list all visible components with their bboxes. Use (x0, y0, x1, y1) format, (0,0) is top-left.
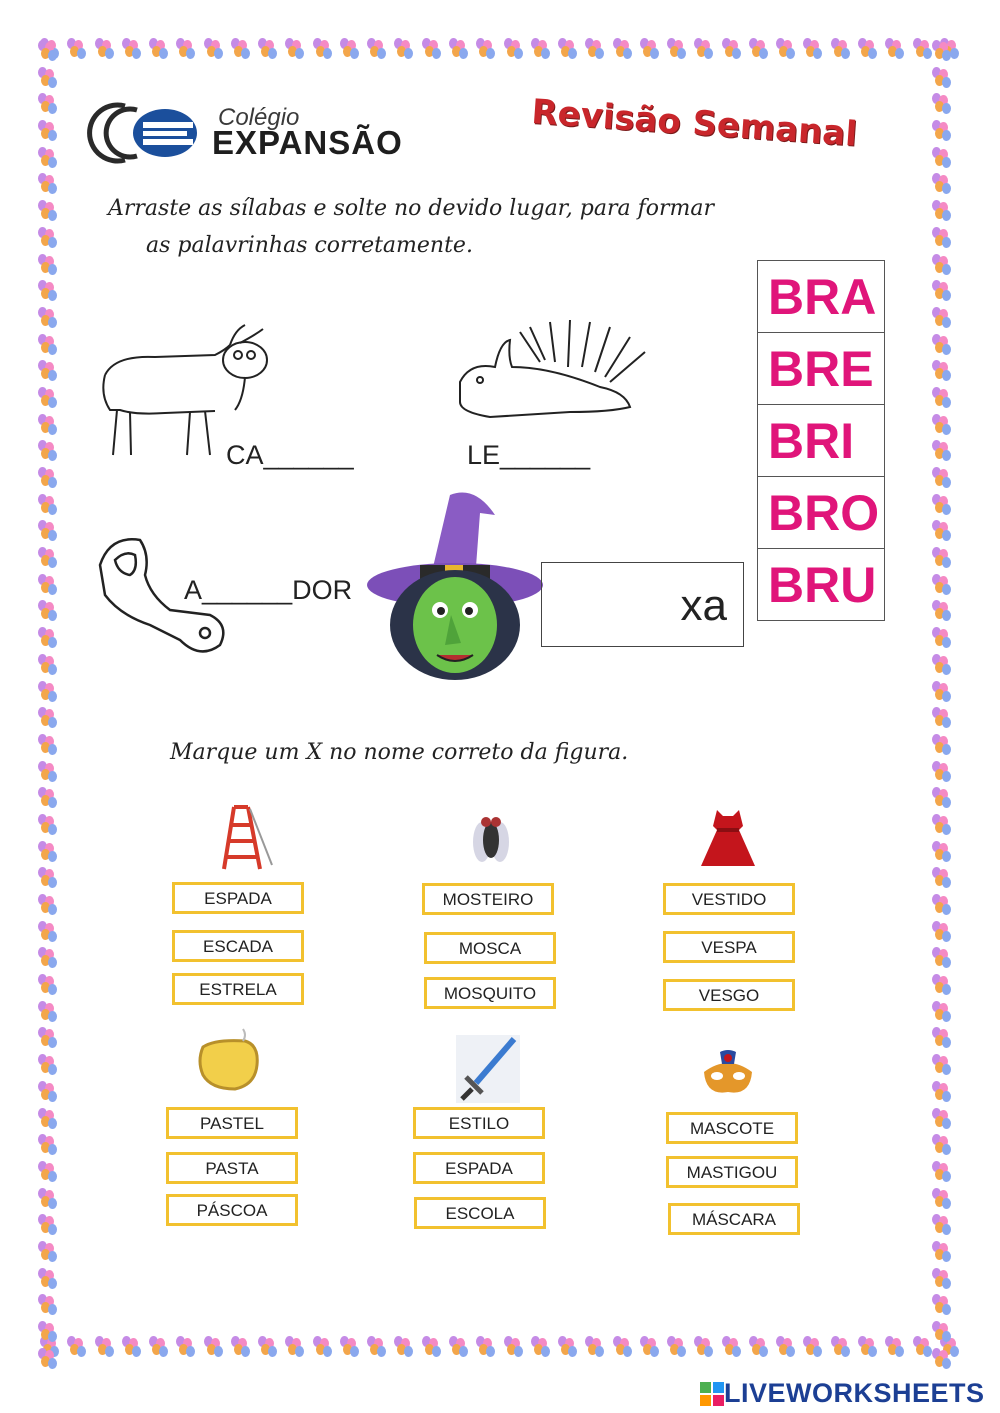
balloon-icon (531, 1336, 551, 1358)
balloon-icon (585, 1336, 605, 1358)
balloon-icon (932, 894, 952, 916)
syllable-tile[interactable]: BRO (757, 476, 885, 549)
balloon-icon (449, 38, 469, 60)
balloon-icon (932, 120, 952, 142)
balloon-icon (932, 654, 952, 676)
dress-icon (697, 806, 759, 870)
liveworksheets-icon (700, 1382, 724, 1406)
option-button[interactable]: PASTEL (166, 1107, 298, 1139)
balloon-icon (932, 254, 952, 276)
fly-icon (470, 812, 512, 867)
balloon-icon (38, 894, 58, 916)
balloon-icon (204, 1336, 224, 1358)
syllable-tile[interactable]: BRE (757, 332, 885, 405)
balloon-icon (258, 1336, 278, 1358)
option-button[interactable]: MASTIGOU (666, 1156, 798, 1188)
balloon-icon (831, 38, 851, 60)
balloon-border-left (38, 40, 68, 1370)
balloon-icon (932, 1027, 952, 1049)
option-button[interactable]: MASCOTE (666, 1112, 798, 1144)
option-button[interactable]: MOSCA (424, 932, 556, 964)
balloon-icon (38, 1108, 58, 1130)
balloon-icon (932, 681, 952, 703)
opener-word: A______DOR (184, 575, 353, 605)
balloon-icon (38, 1268, 58, 1290)
balloon-icon (285, 1336, 305, 1358)
mask-icon (700, 1048, 756, 1103)
syllable-bank (757, 261, 885, 621)
balloon-icon (558, 1336, 578, 1358)
balloon-icon (38, 1294, 58, 1316)
balloon-icon (932, 440, 952, 462)
balloon-icon (932, 734, 952, 756)
balloon-icon (313, 1336, 333, 1358)
balloon-icon (449, 1336, 469, 1358)
option-button[interactable]: ESPADA (172, 882, 304, 914)
balloon-icon (932, 761, 952, 783)
balloon-icon (803, 38, 823, 60)
balloon-icon (38, 467, 58, 489)
balloon-icon (38, 520, 58, 542)
balloon-icon (149, 38, 169, 60)
balloon-icon (932, 600, 952, 622)
balloon-icon (38, 173, 58, 195)
balloon-icon (558, 38, 578, 60)
balloon-icon (932, 547, 952, 569)
option-button[interactable]: ESPADA (413, 1152, 545, 1184)
balloon-icon (932, 1001, 952, 1023)
balloon-icon (749, 38, 769, 60)
balloon-icon (585, 38, 605, 60)
balloon-icon (204, 38, 224, 60)
balloon-icon (38, 440, 58, 462)
balloon-icon (932, 334, 952, 356)
option-button[interactable]: VESPA (663, 931, 795, 963)
option-button[interactable]: MÁSCARA (668, 1203, 800, 1235)
balloon-icon (476, 1336, 496, 1358)
option-button[interactable]: ESCOLA (414, 1197, 546, 1229)
balloon-border-right (932, 40, 962, 1370)
balloon-icon (932, 147, 952, 169)
balloon-icon (932, 1054, 952, 1076)
balloon-icon (38, 681, 58, 703)
drag-instruction-line2: as palavrinhas corretamente. (146, 233, 473, 258)
balloon-icon (38, 814, 58, 836)
option-button[interactable]: MOSTEIRO (422, 883, 554, 915)
balloon-icon (932, 93, 952, 115)
balloon-icon (776, 38, 796, 60)
balloon-icon (776, 1336, 796, 1358)
balloon-icon (38, 307, 58, 329)
option-button[interactable]: ESTILO (413, 1107, 545, 1139)
balloon-icon (367, 38, 387, 60)
balloon-icon (932, 574, 952, 596)
balloon-icon (694, 1336, 714, 1358)
goat-word: CA______ (226, 440, 354, 470)
syllable-tile[interactable]: BRU (757, 548, 885, 621)
balloon-icon (38, 787, 58, 809)
liveworksheets-wordmark: LIVEWORKSHEETS (724, 1378, 985, 1408)
balloon-icon (285, 38, 305, 60)
balloon-icon (176, 1336, 196, 1358)
balloon-icon (38, 40, 58, 62)
balloon-icon (504, 38, 524, 60)
option-button[interactable]: PASTA (166, 1152, 298, 1184)
balloon-icon (38, 841, 58, 863)
balloon-icon (858, 1336, 878, 1358)
balloon-icon (38, 974, 58, 996)
balloon-icon (932, 40, 952, 62)
balloon-icon (932, 307, 952, 329)
balloon-icon (932, 280, 952, 302)
balloon-icon (749, 1336, 769, 1358)
balloon-icon (932, 200, 952, 222)
balloon-icon (932, 921, 952, 943)
balloon-icon (38, 761, 58, 783)
balloon-icon (38, 654, 58, 676)
balloon-icon (932, 627, 952, 649)
ladder-icon (220, 803, 276, 871)
balloon-icon (913, 1336, 933, 1358)
balloon-icon (476, 38, 496, 60)
balloon-icon (667, 38, 687, 60)
balloon-icon (932, 1294, 952, 1316)
balloon-icon (932, 467, 952, 489)
balloon-icon (122, 38, 142, 60)
option-button[interactable]: ESTRELA (172, 973, 304, 1005)
balloon-icon (38, 120, 58, 142)
balloon-icon (38, 1214, 58, 1236)
balloon-icon (176, 38, 196, 60)
balloon-icon (38, 360, 58, 382)
balloon-icon (932, 1188, 952, 1210)
balloon-icon (38, 93, 58, 115)
balloon-icon (932, 1161, 952, 1183)
balloon-icon (932, 520, 952, 542)
rabbit-word: LE______ (467, 440, 591, 470)
balloon-icon (38, 200, 58, 222)
option-button[interactable]: MOSQUITO (424, 977, 556, 1009)
balloon-border-bottom (40, 1336, 960, 1366)
balloon-icon (932, 360, 952, 382)
balloon-border-top (40, 38, 960, 68)
syllable-tile[interactable]: BRI (757, 404, 885, 477)
balloon-icon (932, 494, 952, 516)
balloon-icon (38, 1348, 58, 1370)
balloon-icon (149, 1336, 169, 1358)
balloon-icon (913, 38, 933, 60)
option-button[interactable]: VESGO (663, 979, 795, 1011)
balloon-icon (38, 494, 58, 516)
balloon-icon (613, 1336, 633, 1358)
balloon-icon (38, 1001, 58, 1023)
balloon-icon (38, 600, 58, 622)
balloon-icon (932, 1268, 952, 1290)
balloon-icon (38, 734, 58, 756)
balloon-icon (38, 867, 58, 889)
balloon-icon (422, 1336, 442, 1358)
balloon-icon (932, 1241, 952, 1263)
witch-word-box[interactable] (541, 562, 744, 647)
balloon-icon (422, 38, 442, 60)
balloon-icon (932, 867, 952, 889)
balloon-icon (932, 707, 952, 729)
balloon-icon (258, 38, 278, 60)
logo-big-text: EXPANSÃO (212, 124, 403, 161)
balloon-icon (858, 38, 878, 60)
balloon-icon (803, 1336, 823, 1358)
balloon-icon (38, 627, 58, 649)
balloon-icon (38, 1161, 58, 1183)
balloon-icon (95, 38, 115, 60)
balloon-icon (932, 173, 952, 195)
balloon-icon (932, 841, 952, 863)
balloon-icon (932, 974, 952, 996)
balloon-icon (667, 1336, 687, 1358)
balloon-icon (38, 707, 58, 729)
mark-instruction: Marque um X no nome correto da figura. (170, 740, 629, 765)
balloon-icon (885, 38, 905, 60)
balloon-icon (932, 1214, 952, 1236)
balloon-icon (38, 574, 58, 596)
balloon-icon (932, 67, 952, 89)
balloon-icon (932, 1321, 952, 1343)
balloon-icon (831, 1336, 851, 1358)
balloon-icon (38, 254, 58, 276)
balloon-icon (932, 1108, 952, 1130)
balloon-icon (38, 280, 58, 302)
balloon-icon (38, 1188, 58, 1210)
option-button[interactable]: ESCADA (172, 930, 304, 962)
balloon-icon (122, 1336, 142, 1358)
balloon-icon (67, 1336, 87, 1358)
balloon-icon (694, 38, 714, 60)
balloon-icon (932, 387, 952, 409)
balloon-icon (67, 38, 87, 60)
balloon-icon (932, 227, 952, 249)
drag-instruction-line1: Arraste as sílabas e solte no devido lugar, para formar (108, 196, 714, 221)
balloon-icon (231, 1336, 251, 1358)
balloon-icon (932, 1348, 952, 1370)
balloon-icon (722, 1336, 742, 1358)
balloon-icon (38, 547, 58, 569)
balloon-icon (38, 334, 58, 356)
balloon-icon (932, 947, 952, 969)
sword-icon (456, 1035, 520, 1103)
balloon-icon (394, 38, 414, 60)
balloon-icon (38, 67, 58, 89)
balloon-icon (38, 1321, 58, 1343)
balloon-icon (932, 1134, 952, 1156)
syllable-tile[interactable]: BRA (757, 260, 885, 333)
balloon-icon (932, 814, 952, 836)
balloon-icon (504, 1336, 524, 1358)
balloon-icon (38, 147, 58, 169)
pastry-icon (195, 1025, 265, 1095)
balloon-icon (932, 414, 952, 436)
balloon-icon (38, 414, 58, 436)
balloon-icon (394, 1336, 414, 1358)
balloon-icon (932, 787, 952, 809)
balloon-icon (613, 38, 633, 60)
balloon-icon (367, 1336, 387, 1358)
balloon-icon (38, 227, 58, 249)
balloon-icon (95, 1336, 115, 1358)
balloon-icon (340, 1336, 360, 1358)
balloon-icon (313, 38, 333, 60)
balloon-icon (38, 1081, 58, 1103)
balloon-icon (722, 38, 742, 60)
balloon-icon (38, 947, 58, 969)
balloon-icon (932, 1081, 952, 1103)
witch-picture (365, 485, 545, 680)
balloon-icon (38, 1027, 58, 1049)
page-title: Revisão Semanal (530, 92, 859, 155)
balloon-icon (38, 1054, 58, 1076)
witch-word-suffix: xa (680, 581, 727, 630)
balloon-icon (38, 1134, 58, 1156)
balloon-icon (531, 38, 551, 60)
balloon-icon (38, 387, 58, 409)
balloon-icon (231, 38, 251, 60)
balloon-icon (885, 1336, 905, 1358)
balloon-icon (38, 1241, 58, 1263)
balloon-icon (340, 38, 360, 60)
balloon-icon (640, 38, 660, 60)
logo-small-text: Colégio (218, 104, 300, 131)
option-button[interactable]: PÁSCOA (166, 1194, 298, 1226)
rabbit-drawing (450, 312, 665, 432)
option-button[interactable]: VESTIDO (663, 883, 795, 915)
balloon-icon (640, 1336, 660, 1358)
balloon-icon (38, 921, 58, 943)
liveworksheets-logo (700, 1378, 985, 1409)
